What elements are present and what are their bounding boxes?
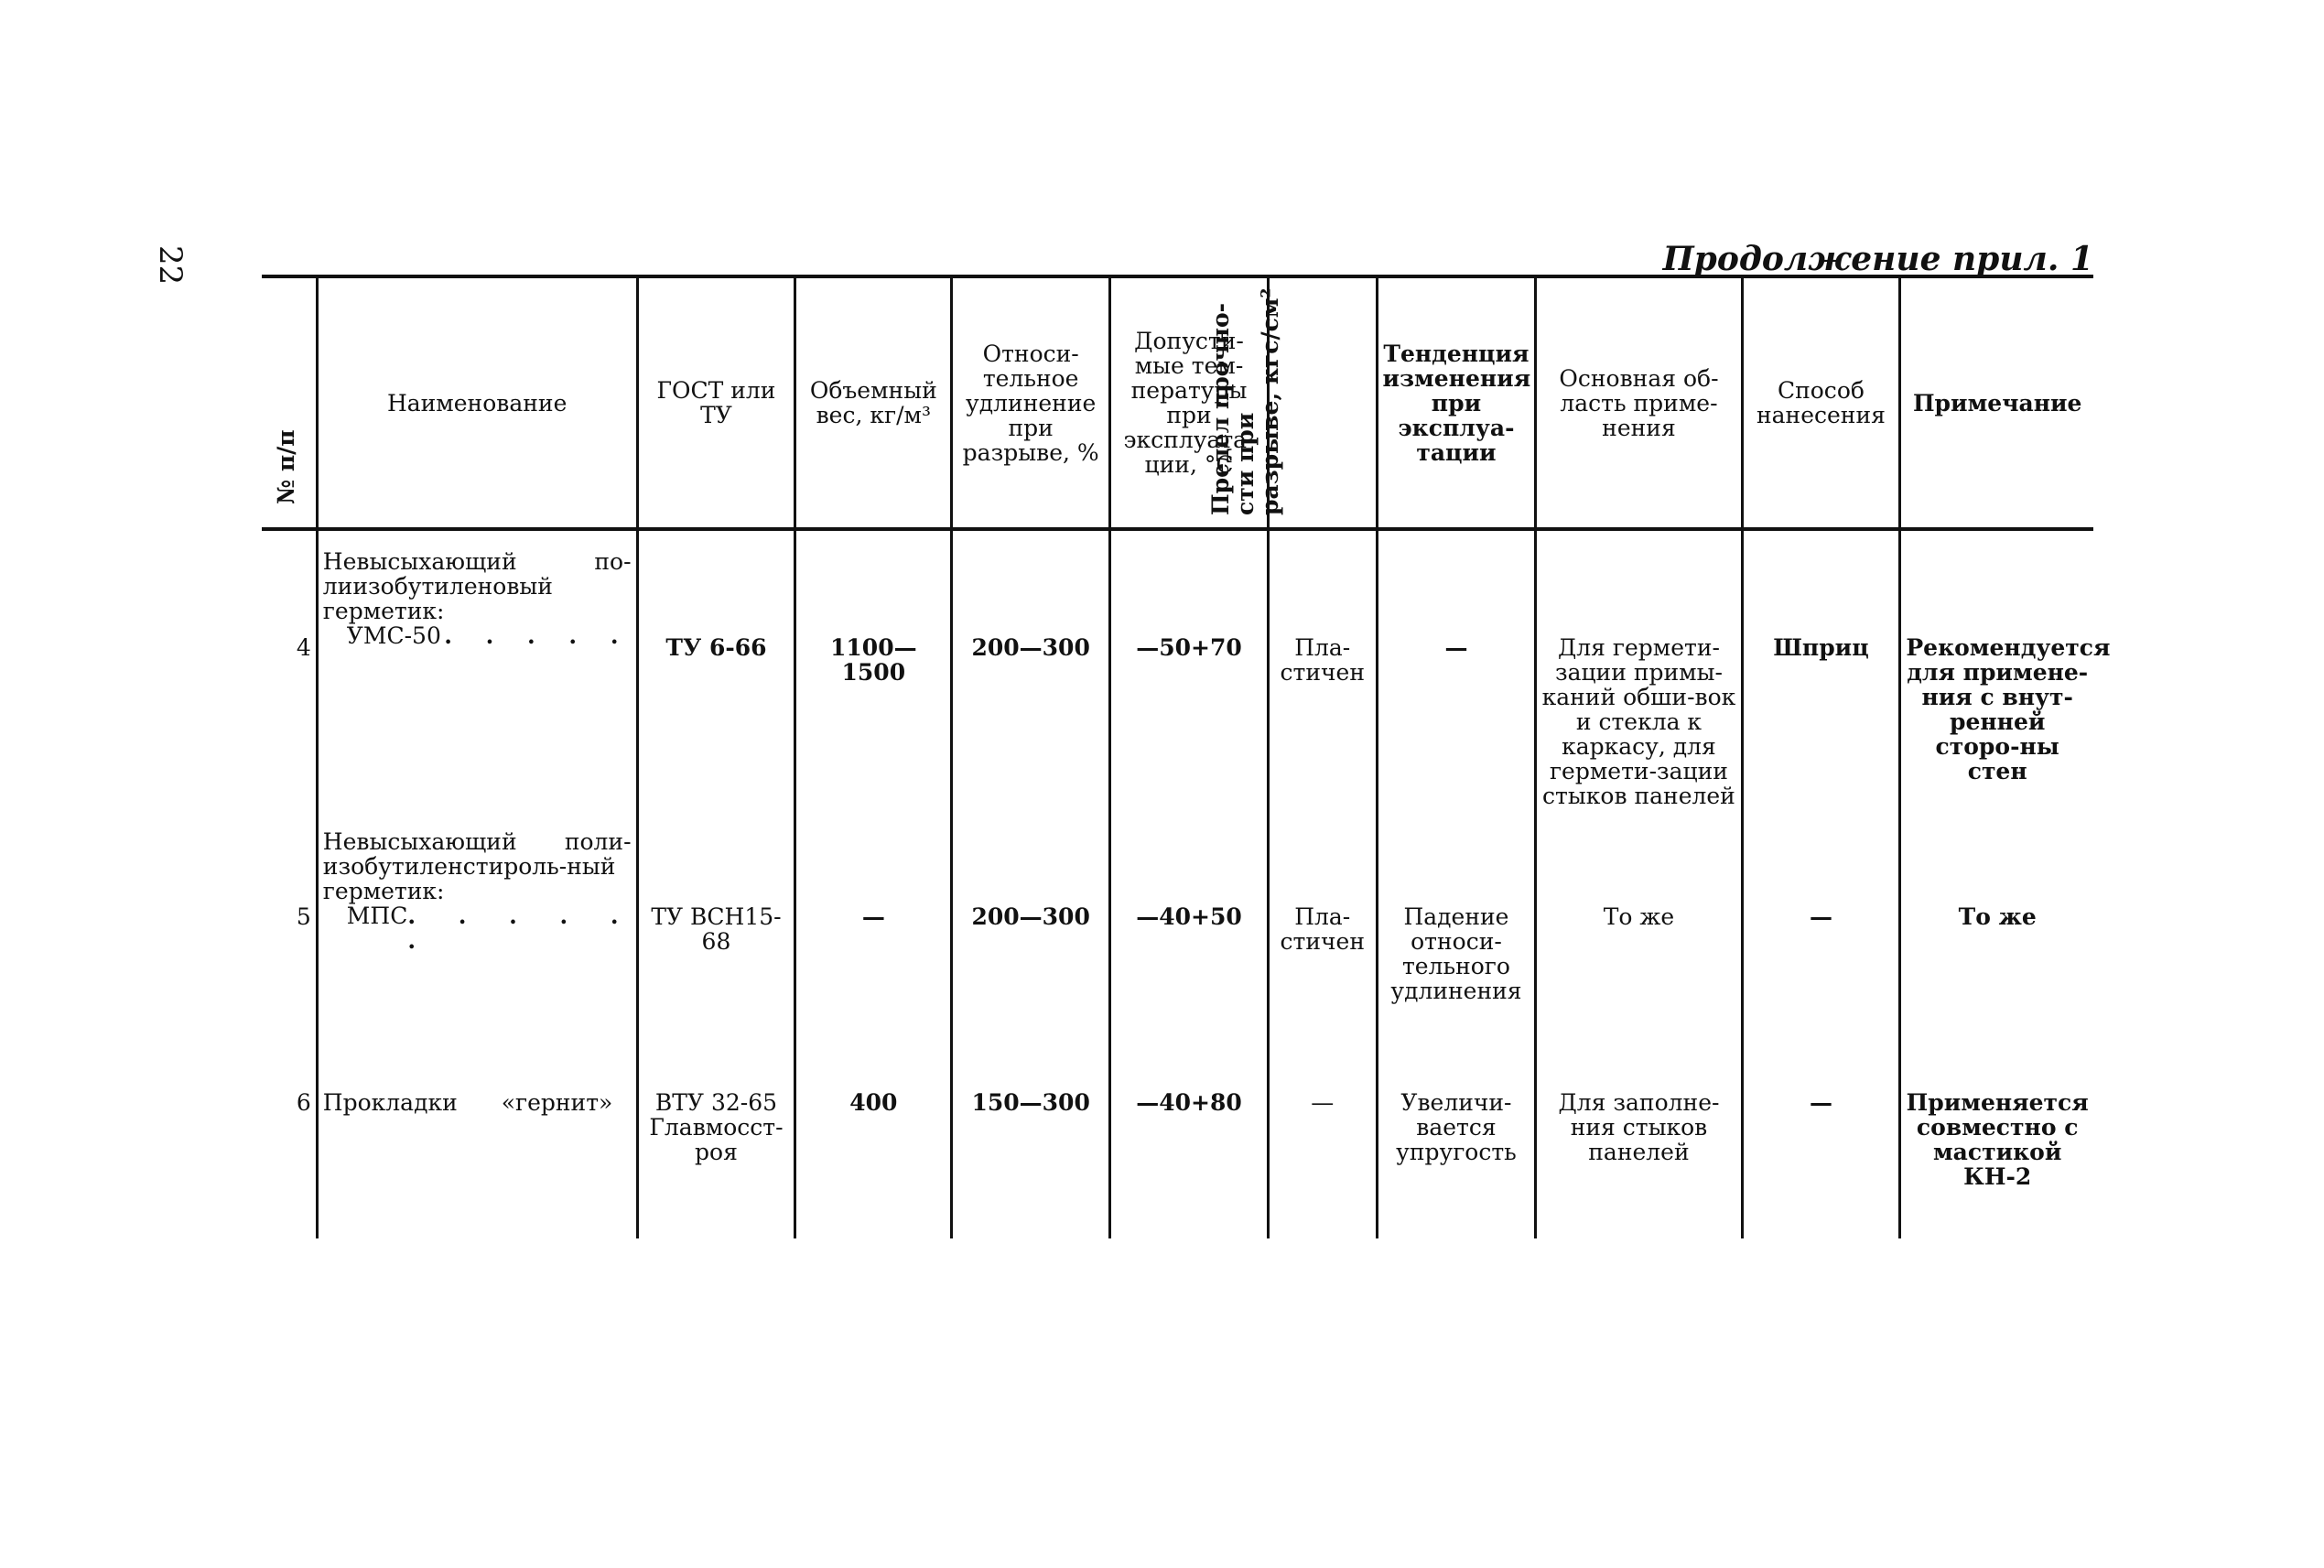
row-temps: —40+80: [1110, 1055, 1269, 1238]
header-name: Наименование: [317, 276, 637, 529]
row-note: Применяется совместно с мастикой КН-2: [1900, 1055, 2093, 1238]
table-row: [262, 529, 2093, 829]
table-row: [262, 829, 2093, 1055]
row-elongation: 150—300: [952, 1055, 1110, 1238]
continuation-title: Продолжение прил. 1: [1662, 240, 2093, 278]
row-application: Для заполне-ния стыков панелей: [1536, 1055, 1742, 1238]
row-elongation: 200—300: [952, 529, 1110, 829]
header-method: Способ нанесения: [1742, 276, 1900, 529]
row-method: Шприц: [1742, 529, 1900, 829]
row-method: —: [1742, 829, 1900, 1055]
row-gost: ВТУ 32-65 Главмосст-роя: [637, 1055, 795, 1238]
row-weight: 400: [795, 1055, 952, 1238]
header-num: № п/п: [262, 276, 317, 529]
row-note: То же: [1900, 829, 2093, 1055]
row-application: Для гермети-зации примы-каний обши-вок и стекла к каркасу, для гермети-зации стыков панелей: [1536, 529, 1742, 829]
row-application: То же: [1536, 829, 1742, 1055]
header-temps: Допусти-мые тем-пературы при эксплуата-ции, °С: [1110, 276, 1269, 529]
row-number: 4: [296, 634, 311, 661]
row-gost: ТУ ВСН15-68: [637, 829, 795, 1055]
row-tendency: —: [1377, 529, 1536, 829]
header-elongation: Относи-тельное удлинение при разрыве, %: [952, 276, 1110, 529]
materials-table: [262, 275, 2111, 1238]
row-gost: ТУ 6-66: [637, 529, 795, 829]
header-application: Основная об-ласть приме-нения: [1536, 276, 1742, 529]
row-weight: 1100—1500: [795, 529, 952, 829]
row-note: Рекомендуется для примене-ния с внут-ренней сторо-ны стен: [1900, 529, 2093, 829]
row-name: Невысыхающий по-лиизобутиленовый герметик: УМС-50 . . . . .: [317, 529, 637, 829]
row-tendency: Падение относи-тельного удлинения: [1377, 829, 1536, 1055]
header-gost: ГОСТ или ТУ: [637, 276, 795, 529]
row-number: 6: [296, 1089, 311, 1116]
row-temps: —50+70: [1110, 529, 1269, 829]
row-method: —: [1742, 1055, 1900, 1238]
row-strength: Пла-стичен: [1268, 829, 1377, 1055]
page-number: 22: [152, 245, 189, 286]
row-number: 5: [296, 903, 311, 930]
row-name-dots: . . . . . .: [407, 903, 632, 954]
header-strength: Предел прочно-сти при разрыве, кгс/см²: [1268, 276, 1377, 529]
row-name-dots: . . . . .: [444, 622, 632, 649]
row-name: Прокладки «гернит»: [317, 1055, 637, 1238]
row-strength: —: [1268, 1055, 1377, 1238]
header-row: [262, 276, 2093, 529]
row-elongation: 200—300: [952, 829, 1110, 1055]
row-temps: —40+50: [1110, 829, 1269, 1055]
row-name-item: УМС-50: [346, 622, 441, 649]
row-name: Невысыхающий поли-изобутиленстироль-ный герметик: МПС . . . . . .: [317, 829, 637, 1055]
row-strength: Пла-стичен: [1268, 529, 1377, 829]
table-row: [262, 1055, 2093, 1238]
header-weight: Объемный вес, кг/м³: [795, 276, 952, 529]
row-tendency: Увеличи-вается упругость: [1377, 1055, 1536, 1238]
row-weight: —: [795, 829, 952, 1055]
row-name-item: МПС: [346, 903, 408, 929]
header-tendency: Тенденция изменения при эксплуа-тации: [1377, 276, 1536, 529]
header-note: Примечание: [1900, 276, 2093, 529]
